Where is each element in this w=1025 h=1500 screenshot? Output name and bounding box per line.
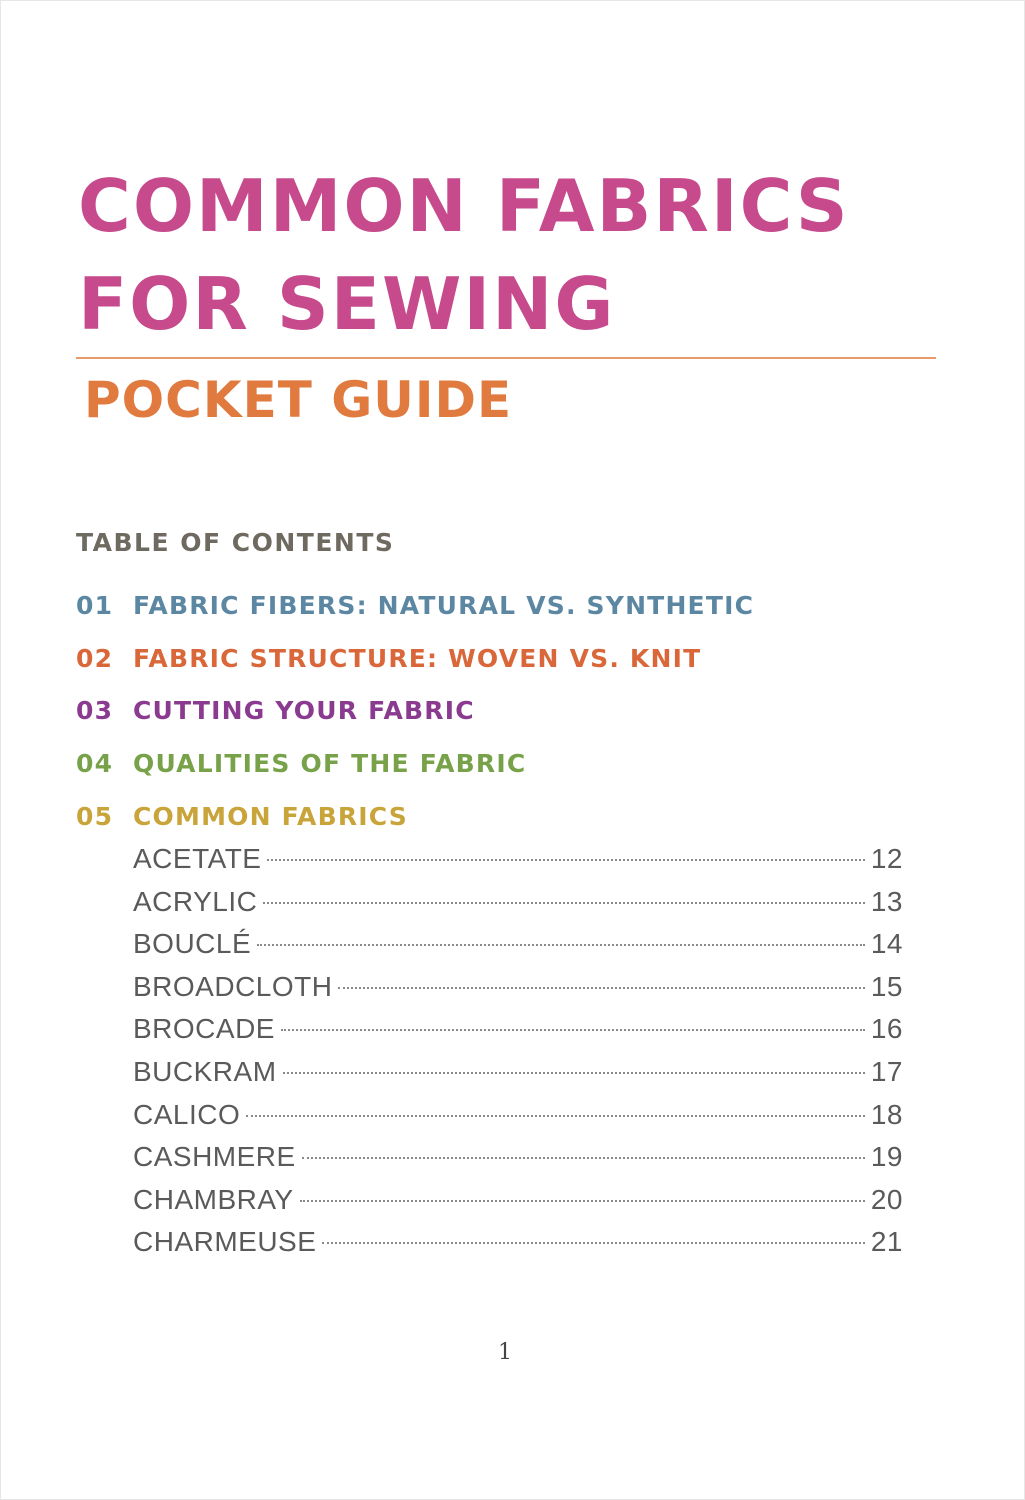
entry-name: BOUCLÉ bbox=[133, 928, 252, 960]
subtitle: POCKET GUIDE bbox=[84, 371, 513, 429]
entry-name: BUCKRAM bbox=[133, 1055, 277, 1087]
title-line-1: COMMON FABRICS bbox=[78, 164, 850, 248]
chapter-title: FABRIC FIBERS: NATURAL VS. SYNTHETIC bbox=[133, 591, 755, 620]
toc-entry[interactable] bbox=[133, 881, 903, 924]
dot-leader bbox=[257, 944, 865, 946]
entry-page: 14 bbox=[870, 928, 903, 960]
toc-entry[interactable] bbox=[133, 923, 903, 966]
entry-page: 12 bbox=[870, 843, 903, 874]
chapter-02[interactable] bbox=[76, 642, 701, 676]
toc-entry[interactable] bbox=[133, 1136, 903, 1179]
entry-page: 18 bbox=[870, 1098, 903, 1130]
entry-name: ACRYLIC bbox=[133, 885, 258, 917]
dot-leader bbox=[300, 1200, 865, 1202]
entry-name: CASHMERE bbox=[133, 1141, 296, 1173]
dot-leader bbox=[302, 1157, 865, 1159]
dot-leader bbox=[246, 1115, 865, 1117]
dot-leader bbox=[263, 902, 864, 904]
chapter-number: 02 bbox=[76, 644, 114, 673]
chapter-03[interactable] bbox=[76, 694, 475, 728]
chapter-title: QUALITIES OF THE FABRIC bbox=[133, 749, 527, 778]
chapter-number: 04 bbox=[76, 749, 114, 778]
chapter-title: FABRIC STRUCTURE: WOVEN VS. KNIT bbox=[133, 644, 702, 673]
dot-leader bbox=[281, 1029, 865, 1031]
toc-entry[interactable] bbox=[133, 838, 903, 881]
toc-entry[interactable] bbox=[133, 966, 903, 1009]
entry-page: 19 bbox=[870, 1141, 903, 1173]
title-line-2: FOR SEWING bbox=[78, 262, 616, 346]
entry-name: CHAMBRAY bbox=[133, 1183, 294, 1215]
dot-leader bbox=[267, 859, 864, 861]
entry-name: ACETATE bbox=[133, 843, 262, 874]
chapter-title: CUTTING YOUR FABRIC bbox=[133, 696, 475, 725]
toc-entry[interactable] bbox=[133, 1221, 903, 1264]
chapter-number: 03 bbox=[76, 696, 114, 725]
entry-page: 17 bbox=[870, 1055, 903, 1087]
entry-page: 13 bbox=[870, 885, 903, 917]
dot-leader bbox=[283, 1072, 865, 1074]
toc-heading: TABLE OF CONTENTS bbox=[76, 528, 395, 557]
chapter-title: COMMON FABRICS bbox=[133, 802, 409, 831]
chapter-01[interactable] bbox=[76, 589, 754, 623]
toc-entry[interactable] bbox=[133, 1008, 903, 1051]
chapter-04[interactable] bbox=[76, 747, 526, 781]
toc-entry[interactable] bbox=[133, 1179, 903, 1222]
title-divider bbox=[76, 357, 936, 359]
entry-name: BROADCLOTH bbox=[133, 970, 333, 1002]
dot-leader bbox=[338, 987, 864, 989]
entry-page: 15 bbox=[870, 970, 903, 1002]
chapter-05[interactable] bbox=[76, 800, 408, 834]
entry-page: 20 bbox=[870, 1183, 903, 1215]
entry-name: CALICO bbox=[133, 1098, 241, 1130]
entry-page: 16 bbox=[870, 1013, 903, 1045]
entry-name: CHARMEUSE bbox=[133, 1226, 317, 1258]
toc-entry[interactable] bbox=[133, 1094, 903, 1137]
page-number: 1 bbox=[498, 1340, 512, 1365]
chapter-number: 05 bbox=[76, 802, 114, 831]
entry-page: 21 bbox=[870, 1226, 903, 1258]
fabric-entry-list bbox=[133, 838, 903, 1264]
chapter-number: 01 bbox=[76, 591, 114, 620]
dot-leader bbox=[322, 1242, 864, 1244]
entry-name: BROCADE bbox=[133, 1013, 275, 1045]
toc-entry[interactable] bbox=[133, 1051, 903, 1094]
